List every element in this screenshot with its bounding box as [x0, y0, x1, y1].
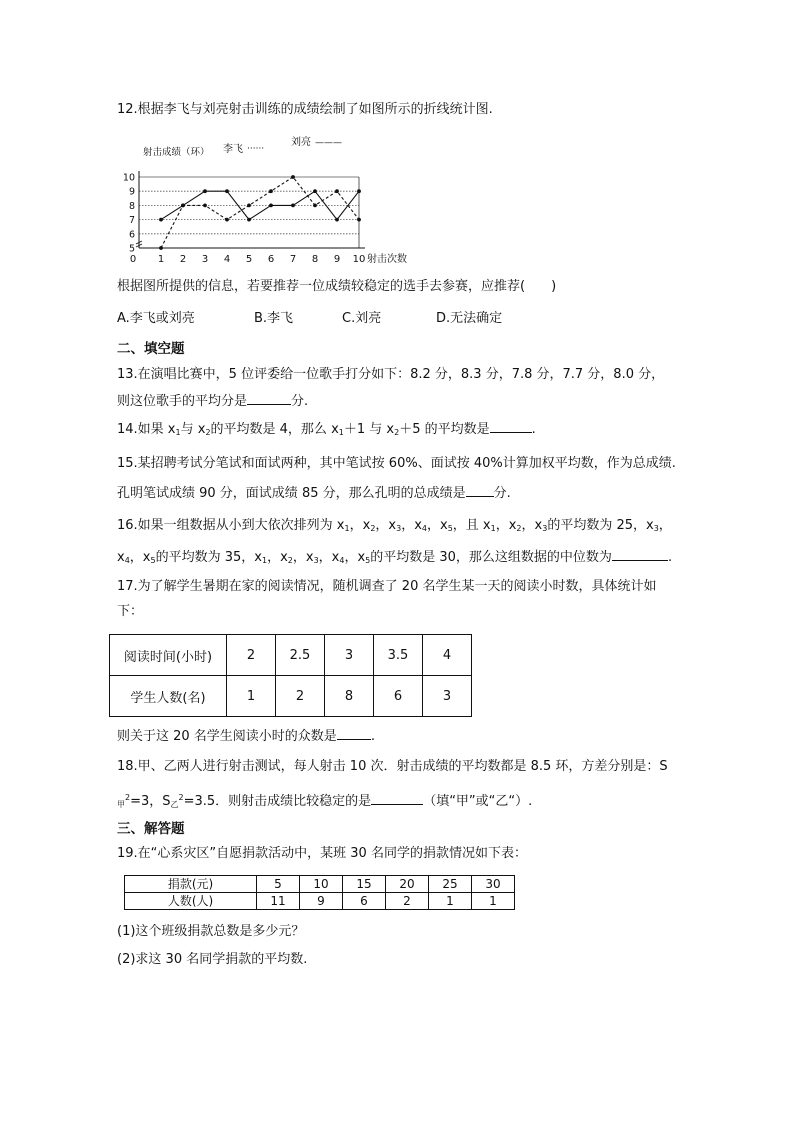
table-row [125, 893, 515, 910]
data-point [335, 189, 339, 193]
data-point [203, 204, 207, 208]
legend-li-fei-label: 李飞 [223, 144, 243, 155]
section-solve-title: 三、解答题 [117, 821, 185, 837]
table-cell: 1 [227, 676, 276, 717]
q19-sub1: (1)这个班级捐款总数是多少元？ [117, 924, 305, 939]
x-tick-label: 4 [223, 254, 231, 265]
table-cell: 6 [343, 893, 386, 910]
data-point [159, 246, 163, 250]
table-row [110, 676, 472, 717]
q15-line1: 15.某招聘考试分笔试和面试两种，其中笔试按 60%、面试按 40%计算加权平均数，作为总成绩. [117, 456, 676, 471]
table-cell: 1 [429, 893, 472, 910]
legend-liu-liang-label: 刘亮 [291, 137, 311, 148]
table-cell: 3.5 [374, 635, 423, 676]
x-tick-label: 6 [267, 254, 275, 265]
data-point [357, 189, 361, 193]
data-point [203, 189, 207, 193]
table-header-cell: 人数(人) [125, 893, 257, 910]
legend-liu-liang-line: ——— [315, 138, 342, 148]
table-cell: 20 [386, 876, 429, 893]
reading-table [109, 634, 472, 717]
q14-line: 14.如果 $x_1$与 $x_2$的平均数是 4，那么 $x_1+1$ 与 $x_2+5$ 的平均数是 . [117, 422, 536, 437]
data-point [335, 218, 339, 222]
y-tick-label: 8 [128, 200, 135, 212]
chart-series [159, 175, 361, 250]
x-tick-label: 0 [129, 254, 137, 265]
q12-option-b: B.李飞 [254, 311, 294, 326]
q17-line1: 17.为了解学生暑期在家的阅读情况，随机调查了 20 名学生某一天的阅读小时数，具体统计如 [117, 579, 657, 594]
table-cell: 3 [423, 676, 472, 717]
q17-after: 则关于这 20 名学生阅读小时的众数是 . [117, 729, 375, 744]
data-point [159, 218, 163, 222]
legend-li-fei-line: ······ [247, 144, 265, 154]
q13-line2: 则这位歌手的平均分是 分. [117, 394, 309, 409]
table-cell: 1 [472, 893, 515, 910]
table-header-cell: 学生人数(名) [110, 676, 227, 717]
q13-line1: 13.在演唱比赛中，5 位评委给一位歌手打分如下：8.2 分，8.3 分，7.8 分，7.7 分，8.0 分， [117, 367, 665, 382]
line-chart [122, 135, 407, 265]
table-row [125, 876, 515, 893]
table-cell: 2 [386, 893, 429, 910]
q16-line1: 16.如果一组数据从小到大依次排列为 $x_1$，$x_2$，$x_3$，$x_4$，$x_5$，且 $x_1$，$x_2$，$x_3$的平均数为 25，$x_3$， [117, 518, 672, 533]
q15-line2: 孔明笔试成绩 90 分，面试成绩 85 分，那么孔明的总成绩是 分. [117, 486, 511, 501]
table-cell: 2 [276, 676, 325, 717]
x-tick-label: 8 [311, 254, 319, 265]
data-point [313, 189, 317, 193]
y-tick-label: 5 [128, 243, 135, 255]
y-tick-label: 10 [122, 172, 135, 184]
section-fill-title: 二、填空题 [117, 341, 185, 357]
q18-line2: $_甲^2$=3，$S_乙^2=3.5$．则射击成绩比较稳定的是 （填“甲”或“乙“）. [117, 793, 533, 809]
chart-axes [136, 171, 365, 248]
data-point [269, 204, 273, 208]
x-axis-label: 射击次数 [367, 254, 407, 265]
x-tick-label: 5 [245, 254, 253, 265]
table-cell: 11 [257, 893, 300, 910]
table-cell: 15 [343, 876, 386, 893]
x-tick-label: 2 [179, 254, 187, 265]
q12-option-c: C.刘亮 [342, 311, 382, 326]
y-axis-label: 射击成绩（环） [143, 147, 210, 158]
table-cell: 30 [472, 876, 515, 893]
data-point [291, 204, 295, 208]
q19-sub2: (2)求这 30 名同学捐款的平均数. [117, 952, 308, 967]
x-tick-label: 1 [157, 254, 165, 265]
table-cell: 5 [257, 876, 300, 893]
table-cell: 6 [374, 676, 423, 717]
y-tick-label: 6 [128, 229, 135, 241]
data-point [225, 189, 229, 193]
table-cell: 9 [300, 893, 343, 910]
data-point [225, 218, 229, 222]
table-header-cell: 捐款(元) [125, 876, 257, 893]
table-header-cell: 阅读时间(小时) [110, 635, 227, 676]
table-cell: 2.5 [276, 635, 325, 676]
x-tick-label: 7 [289, 254, 297, 265]
data-point [247, 204, 251, 208]
q19-stem: 19.在“心系灾区”自愿捐款活动中，某班 30 名同学的捐款情况如下表： [117, 846, 527, 861]
q17-line2: 下： [117, 604, 144, 619]
chart-ticks [123, 146, 407, 265]
q16-line2: $x_4$，$x_5$的平均数为 35，$x_1$，$x_2$，$x_3$，$x_4$，$x_5$的平均数是 30，那么这组数据的中位数为 . [117, 550, 673, 565]
data-point [313, 204, 317, 208]
table-cell: 25 [429, 876, 472, 893]
x-tick-label: 10 [352, 254, 366, 265]
chart-legend [223, 135, 342, 155]
q18-line1: 18.甲、乙两人进行射击测试，每人射击 10 次．射击成绩的平均数都是 8.5 环，方差分别是：S [117, 759, 668, 774]
data-point [291, 175, 295, 179]
data-point [181, 204, 185, 208]
table-row [110, 635, 472, 676]
table-cell: 10 [300, 876, 343, 893]
q12-option-d: D.无法确定 [436, 311, 503, 326]
q12-question: 根据图所提供的信息，若要推荐一位成绩较稳定的选手去参赛，应推荐( ) [117, 279, 557, 294]
table-cell: 3 [325, 635, 374, 676]
q12-stem: 12.根据李飞与刘亮射击训练的成绩绘制了如图所示的折线统计图. [117, 102, 493, 117]
x-tick-label: 9 [333, 254, 341, 265]
x-tick-label: 3 [201, 254, 209, 265]
y-tick-label: 9 [128, 186, 135, 198]
table-cell: 4 [423, 635, 472, 676]
donation-table [124, 875, 515, 910]
q12-option-a: A.李飞或刘亮 [117, 311, 195, 326]
data-point [357, 218, 361, 222]
table-cell: 2 [227, 635, 276, 676]
y-tick-label: 7 [128, 215, 135, 227]
data-point [247, 218, 251, 222]
data-point [269, 189, 273, 193]
table-cell: 8 [325, 676, 374, 717]
